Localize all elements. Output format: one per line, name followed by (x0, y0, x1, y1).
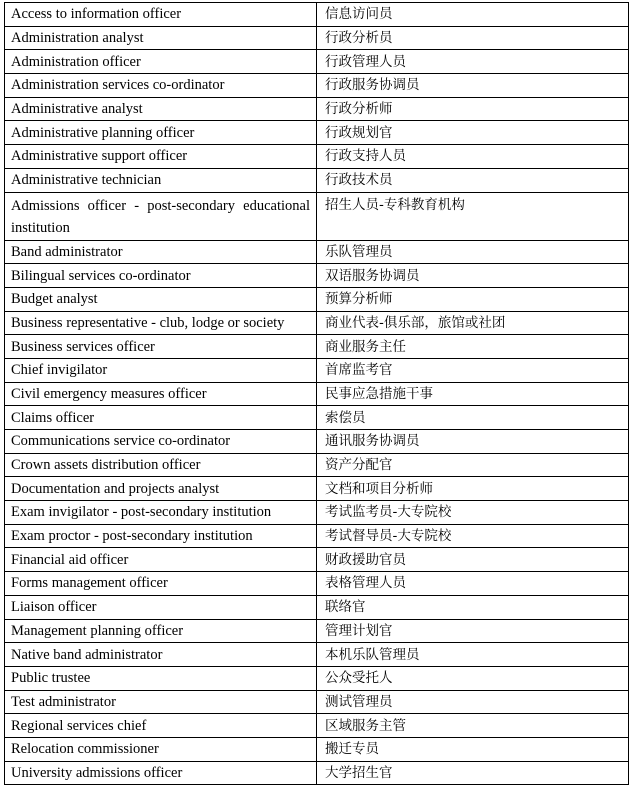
table-row (5, 287, 629, 311)
chinese-title-cell: 行政支持人员 (317, 145, 629, 169)
table-row (5, 501, 629, 525)
english-title-cell: Band administrator (5, 240, 317, 264)
chinese-title-cell: 双语服务协调员 (317, 264, 629, 288)
table-row (5, 477, 629, 501)
english-title-cell: Native band administrator (5, 643, 317, 667)
chinese-title-cell: 文档和项目分析师 (317, 477, 629, 501)
english-title-cell: Communications service co-ordinator (5, 430, 317, 454)
table-row (5, 643, 629, 667)
english-title-cell: Liaison officer (5, 595, 317, 619)
english-title-cell: Test administrator (5, 690, 317, 714)
english-title-cell: Public trustee (5, 666, 317, 690)
chinese-title-cell: 行政技术员 (317, 168, 629, 192)
table-row (5, 97, 629, 121)
chinese-title-cell: 本机乐队管理员 (317, 643, 629, 667)
table-row (5, 548, 629, 572)
table-row (5, 311, 629, 335)
chinese-title-cell: 招生人员-专科教育机构 (317, 192, 629, 240)
table-row (5, 264, 629, 288)
english-title-cell: Business services officer (5, 335, 317, 359)
chinese-title-cell: 商业代表-俱乐部，旅馆或社团 (317, 311, 629, 335)
english-title-cell: Exam invigilator - post-secondary institution (5, 501, 317, 525)
table-row (5, 26, 629, 50)
table-row (5, 453, 629, 477)
chinese-title-cell: 民事应急措施干事 (317, 382, 629, 406)
english-title-cell: University admissions officer (5, 761, 317, 785)
english-title-cell: Forms management officer (5, 572, 317, 596)
english-title-cell: Administrative analyst (5, 97, 317, 121)
table-row (5, 382, 629, 406)
table-row (5, 121, 629, 145)
english-title-cell: Documentation and projects analyst (5, 477, 317, 501)
chinese-title-cell: 索偿员 (317, 406, 629, 430)
chinese-title-cell: 行政管理人员 (317, 50, 629, 74)
english-title-cell: Crown assets distribution officer (5, 453, 317, 477)
chinese-title-cell: 行政分析师 (317, 97, 629, 121)
chinese-title-cell: 考试督导员-大专院校 (317, 524, 629, 548)
english-title-cell: Exam proctor - post-secondary institution (5, 524, 317, 548)
chinese-title-cell: 行政分析员 (317, 26, 629, 50)
table-row (5, 335, 629, 359)
english-title-cell: Claims officer (5, 406, 317, 430)
english-title-cell: Administration officer (5, 50, 317, 74)
chinese-title-cell: 测试管理员 (317, 690, 629, 714)
chinese-title-cell: 考试监考员-大专院校 (317, 501, 629, 525)
chinese-title-cell: 大学招生官 (317, 761, 629, 785)
chinese-title-cell: 信息访问员 (317, 3, 629, 27)
english-title-cell: Management planning officer (5, 619, 317, 643)
chinese-title-cell: 搬迁专员 (317, 737, 629, 761)
table-body (5, 3, 629, 785)
chinese-title-cell: 管理计划官 (317, 619, 629, 643)
chinese-title-cell: 区域服务主管 (317, 714, 629, 738)
chinese-title-cell: 行政规划官 (317, 121, 629, 145)
chinese-title-cell: 表格管理人员 (317, 572, 629, 596)
table-row (5, 619, 629, 643)
table-row (5, 430, 629, 454)
table-row (5, 240, 629, 264)
english-title-cell: Chief invigilator (5, 358, 317, 382)
table-row (5, 666, 629, 690)
chinese-title-cell: 联络官 (317, 595, 629, 619)
table-row (5, 358, 629, 382)
job-title-translation-table (4, 2, 629, 785)
table-row (5, 3, 629, 27)
chinese-title-cell: 行政服务协调员 (317, 74, 629, 98)
table-row (5, 406, 629, 430)
english-title-cell: Administration services co-ordinator (5, 74, 317, 98)
table-row (5, 145, 629, 169)
table-row (5, 737, 629, 761)
chinese-title-cell: 乐队管理员 (317, 240, 629, 264)
table-row (5, 74, 629, 98)
table-row (5, 572, 629, 596)
english-title-cell: Civil emergency measures officer (5, 382, 317, 406)
english-title-cell: Financial aid officer (5, 548, 317, 572)
table-row (5, 690, 629, 714)
chinese-title-cell: 资产分配官 (317, 453, 629, 477)
chinese-title-cell: 首席监考官 (317, 358, 629, 382)
table-row (5, 714, 629, 738)
english-title-cell: Admissions officer - post-secondary educational institution (5, 192, 317, 240)
table-row (5, 192, 629, 240)
english-title-cell: Business representative - club, lodge or society (5, 311, 317, 335)
table-row (5, 761, 629, 785)
chinese-title-cell: 商业服务主任 (317, 335, 629, 359)
english-title-cell: Access to information officer (5, 3, 317, 27)
english-title-cell: Budget analyst (5, 287, 317, 311)
english-title-cell: Administrative planning officer (5, 121, 317, 145)
chinese-title-cell: 公众受托人 (317, 666, 629, 690)
table-row (5, 595, 629, 619)
chinese-title-cell: 预算分析师 (317, 287, 629, 311)
english-title-cell: Regional services chief (5, 714, 317, 738)
english-title-cell: Relocation commissioner (5, 737, 317, 761)
english-title-cell: Administrative support officer (5, 145, 317, 169)
table-row (5, 524, 629, 548)
table-row (5, 168, 629, 192)
table-row (5, 50, 629, 74)
chinese-title-cell: 通讯服务协调员 (317, 430, 629, 454)
english-title-cell: Bilingual services co-ordinator (5, 264, 317, 288)
english-title-cell: Administration analyst (5, 26, 317, 50)
english-title-cell: Administrative technician (5, 168, 317, 192)
chinese-title-cell: 财政援助官员 (317, 548, 629, 572)
